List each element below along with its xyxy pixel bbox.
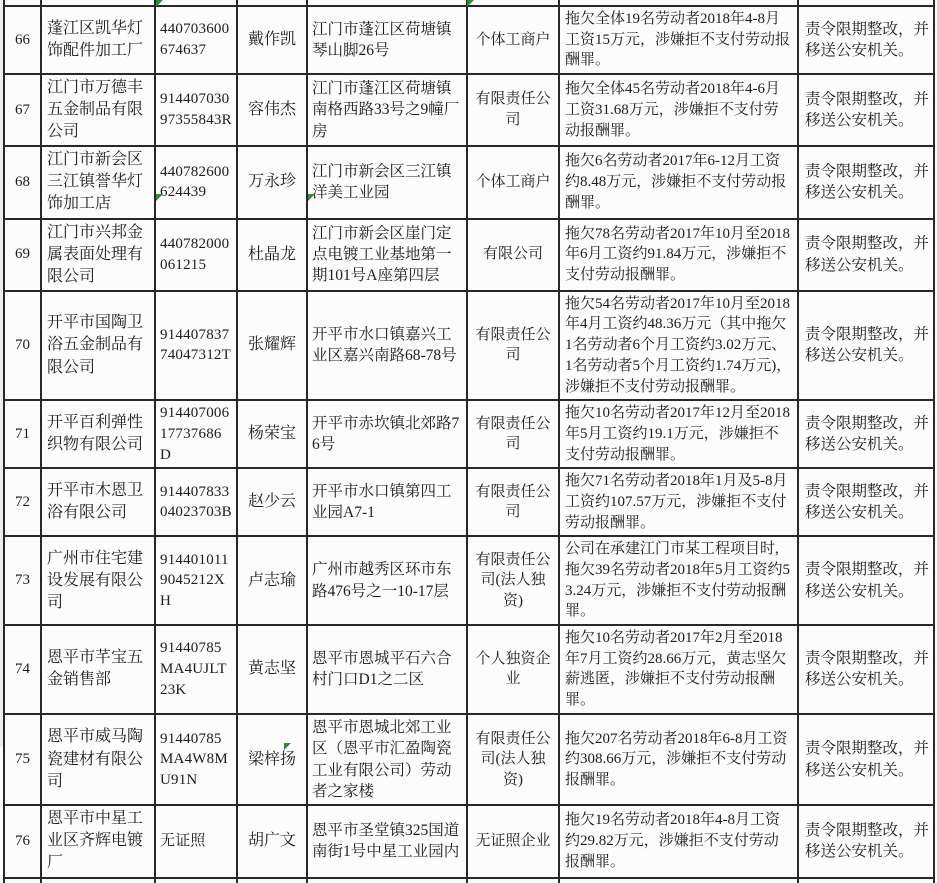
violation-description: 拖欠78名劳动者2017年10月至2018年6月工资约91.84万元，涉嫌拒不支付劳动报酬罪。 bbox=[559, 219, 798, 291]
credit-code: 440782000061215 bbox=[155, 219, 237, 291]
penalty-action: 责令限期整改，并移送公安机关。 bbox=[798, 219, 934, 291]
table-row bbox=[4, 536, 934, 625]
violation-description: 拖欠10名劳动者2017年12月至2018年5月工资约19.1万元，涉嫌拒不支付劳动报酬罪。 bbox=[559, 400, 798, 468]
row-number: 75 bbox=[4, 714, 41, 806]
wage-arrears-table bbox=[3, 0, 935, 883]
company-name: 恩平市中星工业区齐辉电镀厂 bbox=[41, 805, 155, 877]
empty-cell bbox=[559, 878, 798, 883]
table-row bbox=[4, 714, 934, 806]
row-number: 76 bbox=[4, 805, 41, 877]
penalty-action: 责令限期整改，并移送公安机关。 bbox=[798, 400, 934, 468]
legal-representative: 容伟杰 bbox=[237, 74, 307, 146]
company-type: 个体工商户 bbox=[467, 6, 559, 74]
credit-code: 91440785MA4W8MU91N bbox=[155, 714, 237, 806]
penalty-action: 责令限期整改，并移送公安机关。 bbox=[798, 291, 934, 400]
company-name: 广州市住宅建设发展有限公司 bbox=[41, 536, 155, 625]
penalty-action: 责令限期整改，并移送公安机关。 bbox=[798, 468, 934, 536]
credit-code: 440782600624439 bbox=[155, 146, 237, 218]
company-address: 江门市新会区崖门定点电镀工业基地第一期101号A座第四层 bbox=[307, 219, 467, 291]
violation-description: 拖欠54名劳动者2017年10月至2018年4月工资约48.36万元（其中拖欠1名劳动者6个月工资约3.02万元、1名劳动者5个月工资约1.74万元)，涉嫌拒不支付劳动报酬罪。 bbox=[559, 291, 798, 400]
company-type: 有限责任公司(法人独资) bbox=[467, 536, 559, 625]
empty-cell bbox=[307, 878, 467, 883]
company-address: 江门市蓬江区荷塘镇南格西路33号之9幢厂房 bbox=[307, 74, 467, 146]
cell-corner-marker-icon bbox=[467, 0, 474, 7]
table-row bbox=[4, 74, 934, 146]
legal-representative: 杜晶龙 bbox=[237, 219, 307, 291]
violation-description: 公司在承建江门市某工程项目时,拖欠39名劳动者2018年5月工资约53.24万元，涉嫌拒不支付劳动报酬罪。 bbox=[559, 536, 798, 625]
table-row bbox=[4, 625, 934, 714]
legal-representative: 杨荣宝 bbox=[237, 400, 307, 468]
empty-cell bbox=[467, 878, 559, 883]
violation-description: 拖欠207名劳动者2018年6-8月工资约308.66万元，涉嫌拒不支付劳动报酬罪。 bbox=[559, 714, 798, 806]
penalty-action: 责令限期整改，并移送公安机关。 bbox=[798, 6, 934, 74]
company-name: 开平市木恩卫浴有限公司 bbox=[41, 468, 155, 536]
legal-representative: 胡广文 bbox=[237, 805, 307, 877]
credit-code: 91440783774047312T bbox=[155, 291, 237, 400]
table bbox=[3, 0, 935, 883]
empty-cell bbox=[237, 878, 307, 883]
table-row bbox=[4, 6, 934, 74]
company-name: 恩平市芊宝五金销售部 bbox=[41, 625, 155, 714]
company-name: 恩平市威马陶瓷建材有限公司 bbox=[41, 714, 155, 806]
credit-code: 9144010119045212XH bbox=[155, 536, 237, 625]
empty-cell bbox=[155, 878, 237, 883]
row-number: 68 bbox=[4, 146, 41, 218]
table-row bbox=[4, 291, 934, 400]
company-type: 无证照企业 bbox=[467, 805, 559, 877]
violation-description: 拖欠71名劳动者2018年1月及5-8月工资约107.57万元，涉嫌拒不支付劳动报酬罪。 bbox=[559, 468, 798, 536]
company-name: 江门市新会区三江镇誉华灯饰加工店 bbox=[41, 146, 155, 218]
row-number: 67 bbox=[4, 74, 41, 146]
clipped-row bbox=[4, 878, 934, 883]
company-address: 江门市新会区三江镇洋美工业园 bbox=[307, 146, 467, 218]
row-number: 70 bbox=[4, 291, 41, 400]
row-number: 66 bbox=[4, 6, 41, 74]
violation-description: 拖欠全体19名劳动者2018年4-8月工资15万元，涉嫌拒不支付劳动报酬罪。 bbox=[559, 6, 798, 74]
empty-cell bbox=[41, 878, 155, 883]
company-name: 江门市兴邦金属表面处理有限公司 bbox=[41, 219, 155, 291]
legal-representative: 卢志瑜 bbox=[237, 536, 307, 625]
penalty-action: 责令限期整改，并移送公安机关。 bbox=[798, 625, 934, 714]
row-number: 71 bbox=[4, 400, 41, 468]
company-type: 有限责任公司(法人独资) bbox=[467, 714, 559, 806]
cell-corner-marker-icon bbox=[308, 194, 315, 201]
empty-cell bbox=[798, 878, 934, 883]
credit-code: 91440785MA4UJLT23K bbox=[155, 625, 237, 714]
company-name: 蓬江区凯华灯饰配件加工厂 bbox=[41, 6, 155, 74]
credit-code: 91440703097355843R bbox=[155, 74, 237, 146]
company-address: 开平市赤坎镇北郊路76号 bbox=[307, 400, 467, 468]
table-row bbox=[4, 400, 934, 468]
empty-cell bbox=[4, 878, 41, 883]
company-address: 开平市水口镇嘉兴工业区嘉兴南路68-78号 bbox=[307, 291, 467, 400]
violation-description: 拖欠19名劳动者2018年4-8月工资约29.82万元，涉嫌拒不支付劳动报酬罪。 bbox=[559, 805, 798, 877]
company-address: 恩平市恩城平石六合村门口D1之二区 bbox=[307, 625, 467, 714]
cell-corner-marker-icon bbox=[156, 0, 163, 7]
penalty-action: 责令限期整改，并移送公安机关。 bbox=[798, 714, 934, 806]
legal-representative: 戴作凯 bbox=[237, 6, 307, 74]
table-row bbox=[4, 146, 934, 218]
credit-code: 91440783304023703B bbox=[155, 468, 237, 536]
legal-representative: 赵少云 bbox=[237, 468, 307, 536]
row-number: 74 bbox=[4, 625, 41, 714]
company-name: 江门市万德丰五金制品有限公司 bbox=[41, 74, 155, 146]
company-address: 江门市蓬江区荷塘镇琴山脚26号 bbox=[307, 6, 467, 74]
credit-code: 440703600674637 bbox=[155, 6, 237, 74]
row-number: 73 bbox=[4, 536, 41, 625]
table-row bbox=[4, 219, 934, 291]
violation-description: 拖欠6名劳动者2017年6-12月工资约8.48万元，涉嫌拒不支付劳动报酬罪。 bbox=[559, 146, 798, 218]
company-address: 广州市越秀区环市东路476号之一10-17层 bbox=[307, 536, 467, 625]
company-address: 恩平市恩城北郊工业区（恩平市汇盈陶瓷工业有限公司）劳动者之家楼 bbox=[307, 714, 467, 806]
company-address: 开平市水口镇第四工业园A7-1 bbox=[307, 468, 467, 536]
company-type: 个体工商户 bbox=[467, 146, 559, 218]
cell-corner-marker-icon bbox=[156, 194, 163, 201]
company-name: 开平市国陶卫浴五金制品有限公司 bbox=[41, 291, 155, 400]
penalty-action: 责令限期整改，并移送公安机关。 bbox=[798, 805, 934, 877]
penalty-action: 责令限期整改，并移送公安机关。 bbox=[798, 536, 934, 625]
company-type: 有限责任公司 bbox=[467, 291, 559, 400]
violation-description: 拖欠全体45名劳动者2018年4-6月工资31.68万元，涉嫌拒不支付劳动报酬罪。 bbox=[559, 74, 798, 146]
company-type: 有限责任公司 bbox=[467, 74, 559, 146]
company-name: 开平百利弹性织物有限公司 bbox=[41, 400, 155, 468]
credit-code: 91440700617737686D bbox=[155, 400, 237, 468]
legal-representative: 张耀辉 bbox=[237, 291, 307, 400]
penalty-action: 责令限期整改，并移送公安机关。 bbox=[798, 146, 934, 218]
row-number: 69 bbox=[4, 219, 41, 291]
legal-representative: 万永珍 bbox=[237, 146, 307, 218]
legal-representative: 黄志坚 bbox=[237, 625, 307, 714]
violation-description: 拖欠10名劳动者2017年2月至2018年7月工资约28.66万元，黄志坚欠薪逃匿，涉嫌拒不支付劳动报酬罪。 bbox=[559, 625, 798, 714]
legal-representative: 梁梓扬 bbox=[237, 714, 307, 806]
credit-code: 无证照 bbox=[155, 805, 237, 877]
company-type: 有限责任公司 bbox=[467, 400, 559, 468]
row-number: 72 bbox=[4, 468, 41, 536]
table-row bbox=[4, 468, 934, 536]
table-row bbox=[4, 805, 934, 877]
company-address: 恩平市圣堂镇325国道南街1号中星工业园内 bbox=[307, 805, 467, 877]
company-type: 有限公司 bbox=[467, 219, 559, 291]
company-type: 个人独资企业 bbox=[467, 625, 559, 714]
penalty-action: 责令限期整改，并移送公安机关。 bbox=[798, 74, 934, 146]
company-type: 有限责任公司 bbox=[467, 468, 559, 536]
